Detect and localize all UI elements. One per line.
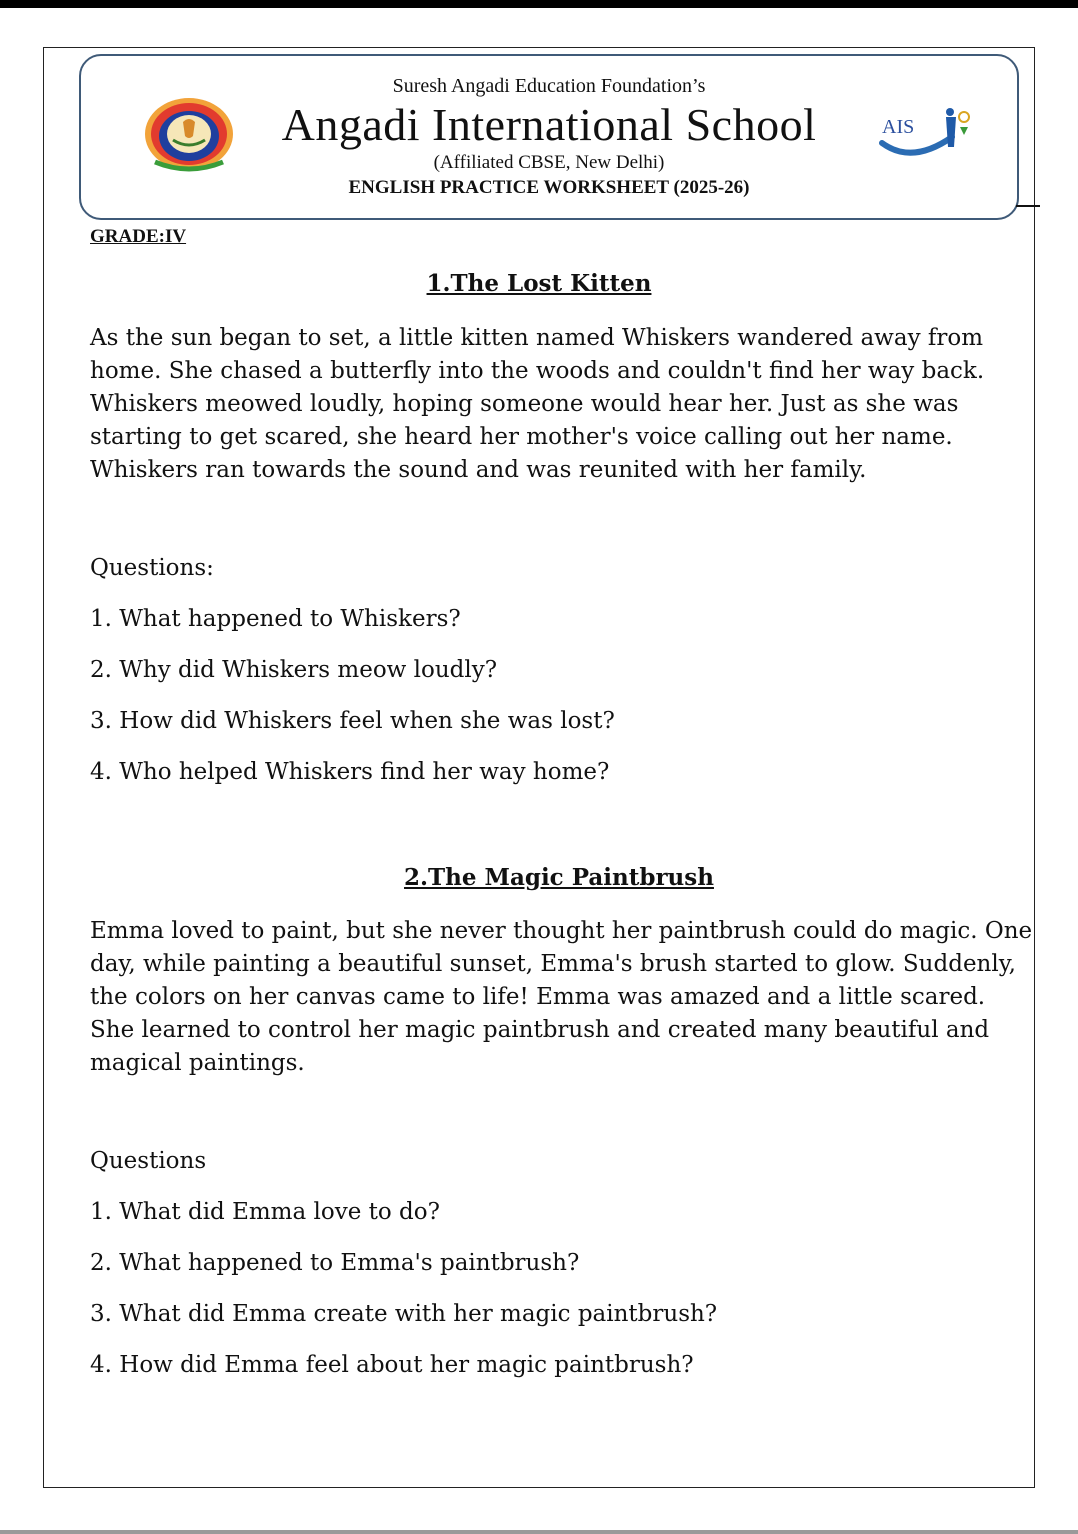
story-title: 1.The Lost Kitten: [426, 270, 652, 297]
questions-heading: Questions: [90, 1148, 207, 1174]
school-name: Angadi International School: [281, 99, 817, 150]
foundation-name: Suresh Angadi Education Foundation’s: [392, 75, 706, 97]
question-item: 3. What did Emma create with her magic paintbrush?: [90, 1301, 718, 1327]
question-item: 3. How did Whiskers feel when she was lost?: [90, 708, 615, 734]
ais-logo-text: AIS: [882, 116, 915, 138]
questions-heading: Questions:: [90, 555, 214, 581]
question-item: 4. How did Emma feel about her magic paintbrush?: [90, 1352, 694, 1378]
question-item: 1. What happened to Whiskers?: [90, 606, 461, 632]
affiliation-text: (Affiliated CBSE, New Delhi): [433, 152, 665, 173]
grade-label: GRADE:IV: [90, 226, 187, 247]
story-paragraph: Emma loved to paint, but she never thought her paintbrush could do magic. One day, while painting a beautiful sunset, Emma's brush started to glow. Suddenly, the colors on her canvas came to life! Emma was amazed and a little scared. She learned to control her magic paintbrush and created many beautiful and magical paintings.: [90, 918, 1033, 1076]
story-title: 2.The Magic Paintbrush: [404, 864, 714, 891]
story-paragraph: As the sun began to set, a little kitten named Whiskers wandered away from home. She chased a butterfly into the woods and couldn't find her way back. Whiskers meowed loudly, hoping someone would hear her. Just as she was starting to get scared, she heard her mother's voice calling out her name. Whiskers ran towards the sound and was reunited with her family.: [90, 325, 985, 483]
question-item: 2. What happened to Emma's paintbrush?: [90, 1250, 580, 1276]
question-item: 4. Who helped Whiskers find her way home?: [90, 759, 610, 785]
question-item: 2. Why did Whiskers meow loudly?: [90, 657, 498, 683]
question-item: 1. What did Emma love to do?: [90, 1199, 440, 1225]
bottom-border-bar: [0, 1530, 1078, 1534]
worksheet-title: ENGLISH PRACTICE WORKSHEET (2025-26): [348, 177, 750, 198]
header-divider-tick: [1016, 205, 1040, 207]
top-border-bar: [0, 0, 1078, 8]
